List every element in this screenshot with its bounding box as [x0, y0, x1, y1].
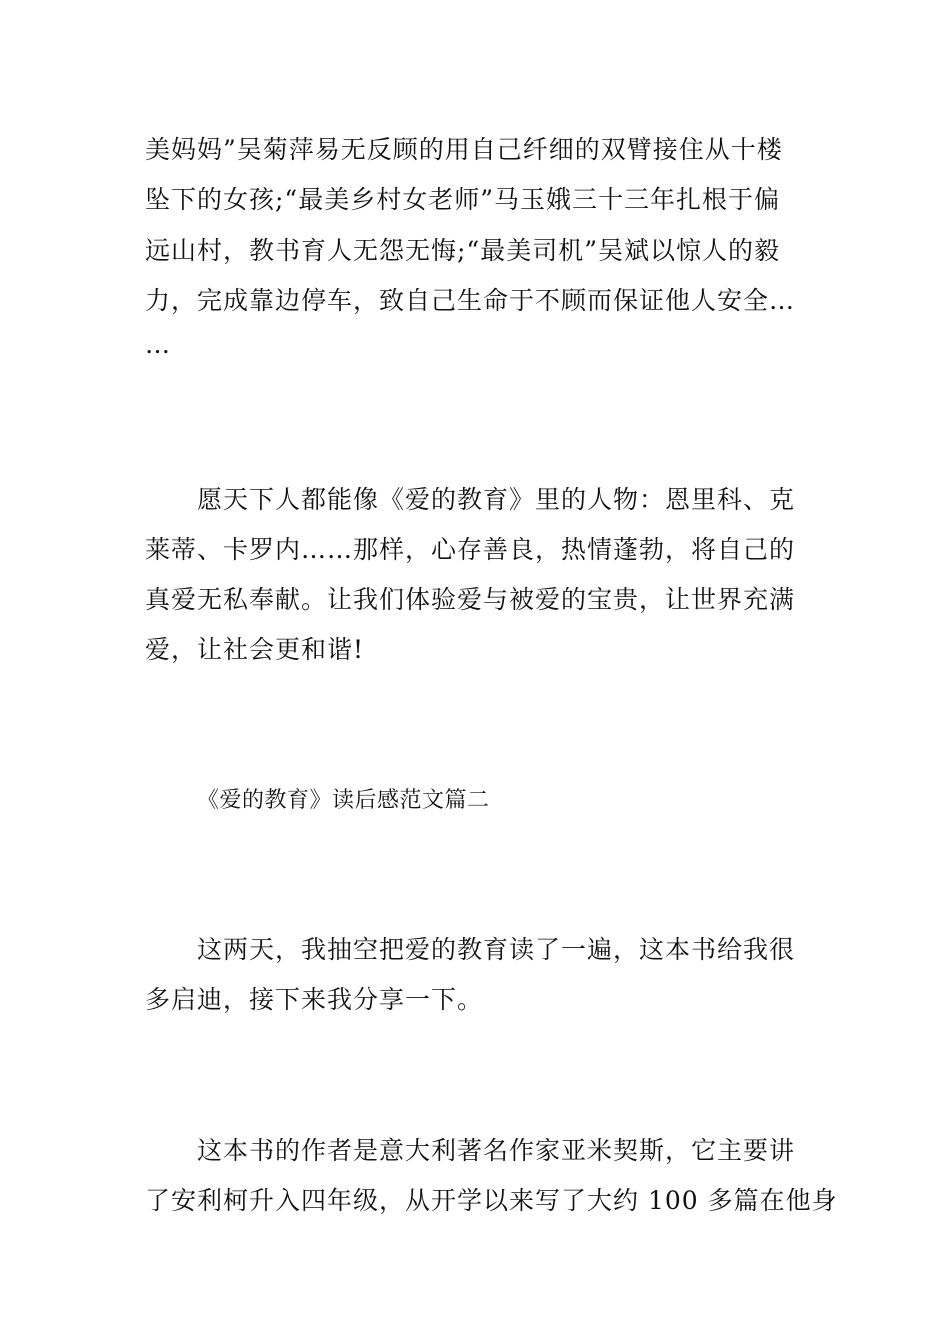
- paragraph-line: …: [145, 330, 171, 359]
- paragraph-line: 爱，让社会更和谐!: [145, 635, 365, 664]
- paragraph-line: 坠下的女孩;“最美乡村女老师”马玉娥三十三年扎根于偏: [145, 185, 780, 214]
- paragraph-line: 愿天下人都能像《爱的教育》里的人物：恩里科、克: [197, 485, 796, 514]
- paragraph-line: 美妈妈”吴菊萍易无反顾的用自己纤细的双臂接住从十楼: [145, 135, 783, 164]
- paragraph-line: 真爱无私奉献。让我们体验爱与被爱的宝贵，让世界充满: [145, 585, 796, 614]
- paragraph-line: 了安利柯升入四年级，从开学以来写了大约 100 多篇在他身: [145, 1186, 838, 1215]
- paragraph-line: 力，完成靠边停车，致自己生命于不顾而保证他人安全…: [145, 286, 796, 315]
- paragraph-line: 这两天，我抽空把爱的教育读了一遍，这本书给我很: [197, 935, 796, 964]
- section-heading: 《爱的教育》读后感范文篇二: [197, 788, 490, 813]
- paragraph-line: 莱蒂、卡罗内……那样，心存善良，热情蓬勃，将自己的: [145, 535, 796, 564]
- paragraph-line: 这本书的作者是意大利著名作家亚米契斯，它主要讲: [197, 1136, 796, 1165]
- paragraph-line: 多启迪，接下来我分享一下。: [145, 985, 484, 1014]
- paragraph-line: 远山村，教书育人无怨无悔;“最美司机”吴斌以惊人的毅: [145, 236, 780, 265]
